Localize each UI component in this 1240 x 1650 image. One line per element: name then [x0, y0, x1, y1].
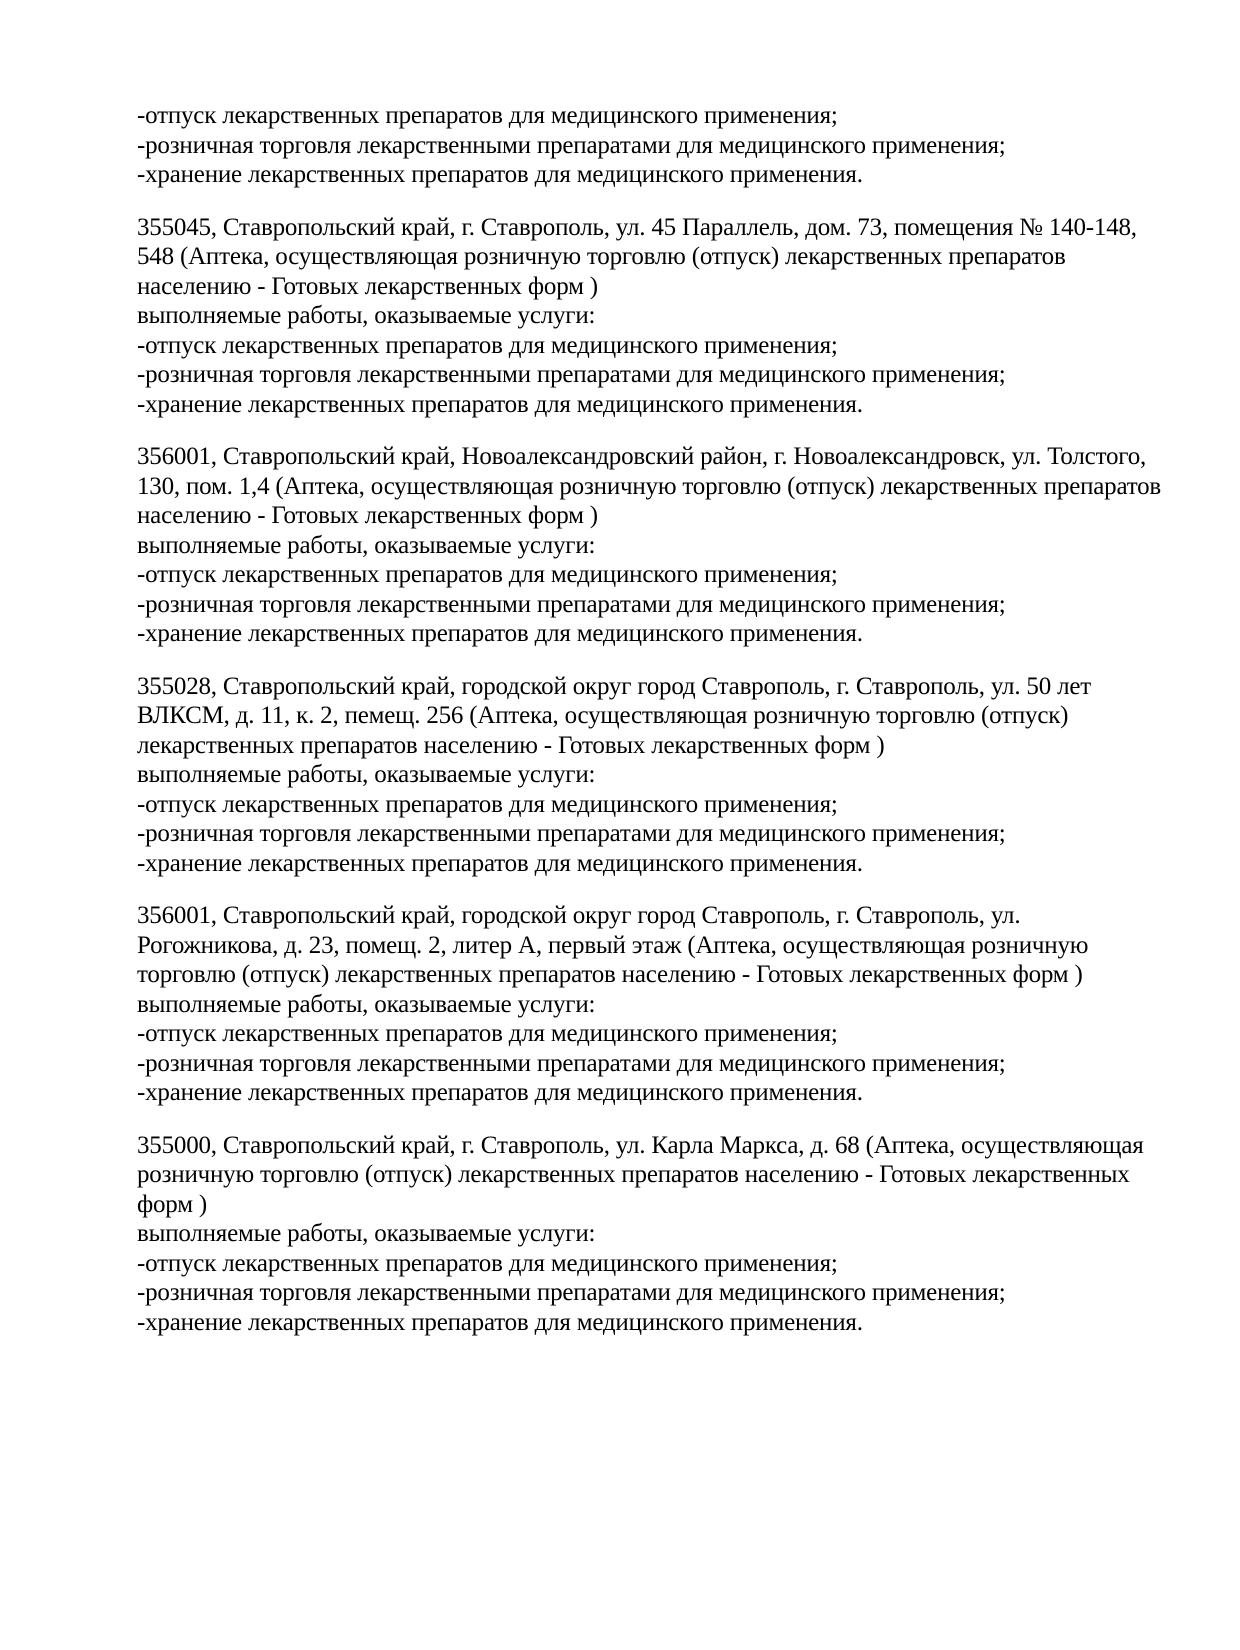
text-line: -отпуск лекарственных препаратов для медицинского применения; [137, 102, 838, 129]
services-list-continuation [137, 101, 1150, 190]
text-line: -розничная торговля лекарственными препаратами для медицинского применения; [137, 590, 1006, 618]
text-line: -отпуск лекарственных препаратов для медицинского применения; [137, 331, 838, 359]
entry-355000-stavropol-karla-marksa [137, 1131, 1150, 1338]
text-line: 356001, Ставропольский край, Новоалександровский район, г. Новоалександровск, ул. Толстого, [137, 443, 1147, 470]
document-body [137, 101, 1162, 1337]
text-line: выполняемые работы, оказываемые услуги: [137, 761, 596, 788]
text-line: -хранение лекарственных препаратов для медицинского применения. [137, 390, 863, 418]
text-line: 548 (Аптека, осуществляющая розничную торговлю (отпуск) лекарственных препаратов [137, 243, 1066, 270]
text-line: розничную торговлю (отпуск) лекарственных препаратов населению - Готовых лекарственных [137, 1161, 1130, 1188]
text-line: 356001, Ставропольский край, городской округ город Ставрополь, г. Ставрополь, ул. [137, 902, 1021, 929]
text-line: -отпуск лекарственных препаратов для медицинского применения; [137, 1249, 838, 1277]
text-line: Рогожникова, д. 23, помещ. 2, литер А, первый этаж (Аптека, осуществляющая розничную [137, 931, 1089, 959]
text-line: -отпуск лекарственных препаратов для медицинского применения; [137, 1020, 838, 1047]
entry-355028-stavropol-50-let-vlksm [137, 672, 1150, 879]
text-line: -хранение лекарственных препаратов для медицинского применения. [137, 161, 863, 188]
text-line: 355000, Ставропольский край, г. Ставрополь, ул. Карла Маркса, д. 68 (Аптека, осуществляющая [137, 1131, 1144, 1159]
text-line: 130, пом. 1,4 (Аптека, осуществляющая розничную торговлю (отпуск) лекарственных препаратов [137, 472, 1162, 500]
text-line: -хранение лекарственных препаратов для медицинского применения. [137, 1079, 863, 1106]
text-line: лекарственных препаратов населению - Готовых лекарственных форм ) [137, 731, 885, 759]
text-line: 355045, Ставропольский край, г. Ставрополь, ул. 45 Параллель, дом. 73, помещения № 140-148, [137, 213, 1137, 241]
text-line: -отпуск лекарственных препаратов для медицинского применения; [137, 561, 838, 588]
text-line: населению - Готовых лекарственных форм ) [137, 272, 598, 300]
entry-356001-novoaleksandrovsk-tolstogo [137, 442, 1162, 649]
text-line: ВЛКСМ, д. 11, к. 2, пемещ. 256 (Аптека, осуществляющая розничную торговлю (отпуск) [137, 702, 1069, 729]
text-line: 355028, Ставропольский край, городской округ город Ставрополь, г. Ставрополь, ул. 50 лет [137, 672, 1091, 700]
text-line: -отпуск лекарственных препаратов для медицинского применения; [137, 790, 838, 818]
text-line: форм ) [137, 1190, 208, 1218]
entry-355045-stavropol-45-parallel [137, 213, 1150, 420]
text-line: выполняемые работы, оказываемые услуги: [137, 1220, 596, 1247]
text-line: выполняемые работы, оказываемые услуги: [137, 990, 596, 1018]
text-line: торговлю (отпуск) лекарственных препаратов населению - Готовых лекарственных форм ) [137, 961, 1083, 988]
text-line: -розничная торговля лекарственными препаратами для медицинского применения; [137, 131, 1006, 159]
text-line: выполняемые работы, оказываемые услуги: [137, 302, 596, 329]
text-line: -розничная торговля лекарственными препаратами для медицинского применения; [137, 1049, 1006, 1077]
text-line: -розничная торговля лекарственными препаратами для медицинского применения; [137, 1279, 1006, 1306]
text-line: -хранение лекарственных препаратов для медицинского применения. [137, 620, 863, 647]
text-line: -хранение лекарственных препаратов для медицинского применения. [137, 1308, 863, 1336]
text-line: -розничная торговля лекарственными препаратами для медицинского применения; [137, 820, 1006, 847]
text-line: -хранение лекарственных препаратов для медицинского применения. [137, 849, 863, 877]
entry-356001-stavropol-rogozhnikova [137, 901, 1150, 1108]
text-line: -розничная торговля лекарственными препаратами для медицинского применения; [137, 361, 1006, 388]
text-line: населению - Готовых лекарственных форм ) [137, 502, 598, 529]
text-line: выполняемые работы, оказываемые услуги: [137, 531, 596, 559]
